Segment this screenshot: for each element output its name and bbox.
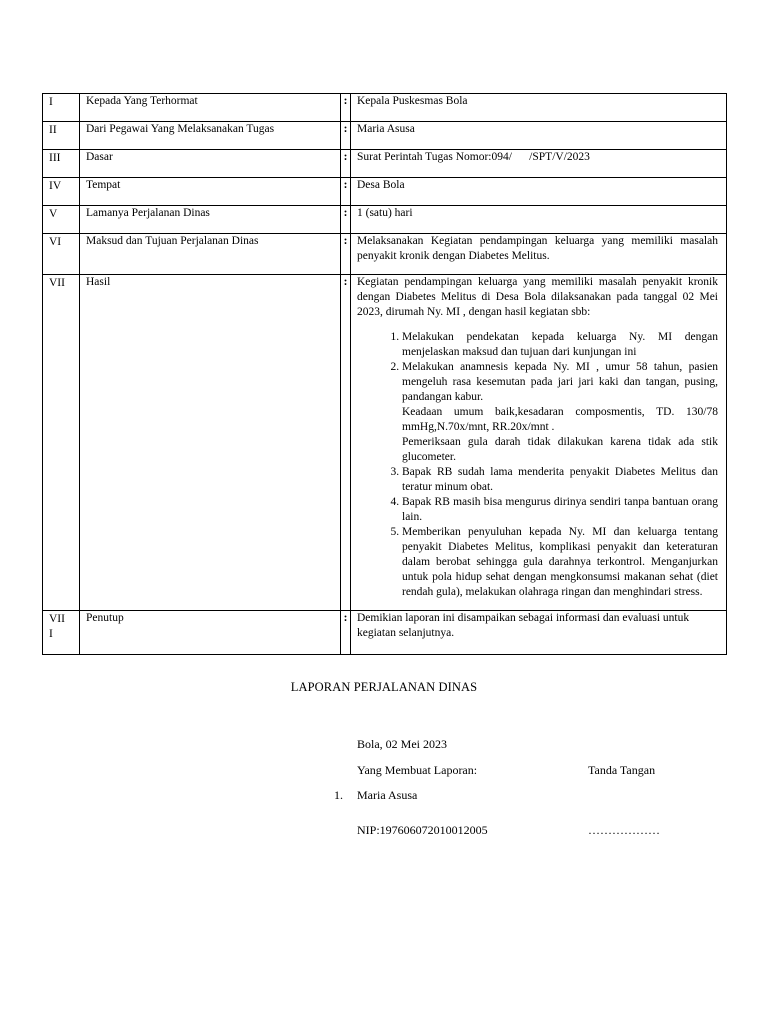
row-label: Tempat — [80, 178, 341, 206]
signature-date: Bola, 02 Mei 2023 — [357, 737, 447, 751]
signature-maker-label: Yang Membuat Laporan: — [357, 763, 478, 777]
list-item — [402, 360, 718, 465]
list-item-text: Melakukan pendekatan kepada keluarga Ny. MI dengan menjelaskan maksud dan tujuan dari kunjungan ini — [402, 331, 718, 358]
list-item-text: Memberikan penyuluhan kepada Ny. MI dan keluarga tentang penyakit Diabetes Melitus, komplikasi penyakit dan keteraturan dalam berobat sehingga gula darahnya terkontrol. Menganjurkan untuk pola hidup sehat dengan mengkonsumsi makanan sehat (diet rendah gula), melakukan olahraga ringan dan menghindari stress. — [402, 526, 718, 598]
row-number: VI — [43, 234, 80, 275]
row-colon: : — [341, 611, 351, 655]
row-colon: : — [341, 150, 351, 178]
hasil-list — [357, 330, 718, 600]
signature-ttd-label: Tanda Tangan — [588, 763, 656, 777]
table-row-penutup — [43, 611, 727, 655]
row-number: IV — [43, 178, 80, 206]
row-value: Demikian laporan ini disampaikan sebagai informasi dan evaluasi untuk kegiatan selanjutnya. — [351, 611, 727, 655]
row-label: Hasil — [80, 275, 341, 611]
hasil-intro: Kegiatan pendampingan keluarga yang memiliki masalah penyakit kronik dengan Diabetes Melitus di Desa Bola dilaksanakan pada tanggal 02 Mei 2023, dirumah Ny. MI , dengan hasil kegiatan sbb: — [357, 276, 718, 318]
list-item — [402, 495, 718, 525]
table-row — [43, 94, 727, 122]
signature-nip: NIP:197606072010012005 — [357, 823, 488, 837]
signature-dots: ……………… — [588, 823, 660, 837]
table-row-hasil — [43, 275, 727, 611]
table-row — [43, 178, 727, 206]
row-value: Desa Bola — [351, 178, 727, 206]
row-colon: : — [341, 94, 351, 122]
report-table — [42, 93, 727, 655]
row-label: Lamanya Perjalanan Dinas — [80, 206, 341, 234]
row-colon: : — [341, 275, 351, 611]
row-label: Maksud dan Tujuan Perjalanan Dinas — [80, 234, 341, 275]
row-value: Maria Asusa — [351, 122, 727, 150]
row-number: II — [43, 122, 80, 150]
row-number-line: VII — [49, 613, 65, 625]
signature-number: 1. — [334, 788, 343, 802]
document-title: LAPORAN PERJALANAN DINAS — [290, 680, 478, 694]
row-label: Dari Pegawai Yang Melaksanakan Tugas — [80, 122, 341, 150]
row-value-text: Surat Perintah Tugas Nomor:094/ /SPT/V/2023 — [357, 151, 590, 163]
row-colon: : — [341, 178, 351, 206]
list-item-text: Bapak RB masih bisa mengurus dirinya sendiri tanpa bantuan orang lain. — [402, 496, 718, 523]
list-item-extra: Pemeriksaan gula darah tidak dilakukan karena tidak ada stik glucometer. — [402, 436, 718, 463]
row-value: 1 (satu) hari — [351, 206, 727, 234]
row-colon: : — [341, 122, 351, 150]
row-number: V — [43, 206, 80, 234]
row-value — [351, 150, 727, 178]
row-label: Kepada Yang Terhormat — [80, 94, 341, 122]
table-row — [43, 206, 727, 234]
row-colon: : — [341, 206, 351, 234]
table-row — [43, 122, 727, 150]
row-label: Penutup — [80, 611, 341, 655]
list-item-text: Bapak RB sudah lama menderita penyakit Diabetes Melitus dan teratur minum obat. — [402, 466, 718, 493]
row-label: Dasar — [80, 150, 341, 178]
list-item — [402, 525, 718, 600]
list-item-extra: Keadaan umum baik,kesadaran composmentis, TD. 130/78 mmHg,N.70x/mnt, RR.20x/mnt . — [402, 406, 718, 433]
row-value: Melaksanakan Kegiatan pendampingan keluarga yang memiliki masalah penyakit kronik dengan Diabetes Melitus. — [351, 234, 727, 275]
list-item-text: Melakukan anamnesis kepada Ny. MI , umur 58 tahun, pasien mengeluh rasa kesemutan pada jari jari kaki dan tangan, pusing, pandangan kabur. — [402, 361, 718, 403]
row-value: Kepala Puskesmas Bola — [351, 94, 727, 122]
row-number-line: I — [49, 628, 53, 640]
list-item — [402, 465, 718, 495]
row-value — [351, 275, 727, 611]
row-number: I — [43, 94, 80, 122]
row-number — [43, 611, 80, 655]
table-row — [43, 150, 727, 178]
list-item — [402, 330, 718, 360]
signature-name: Maria Asusa — [357, 788, 418, 802]
table-row — [43, 234, 727, 275]
row-colon: : — [341, 234, 351, 275]
row-number: III — [43, 150, 80, 178]
row-number: VII — [43, 275, 80, 611]
